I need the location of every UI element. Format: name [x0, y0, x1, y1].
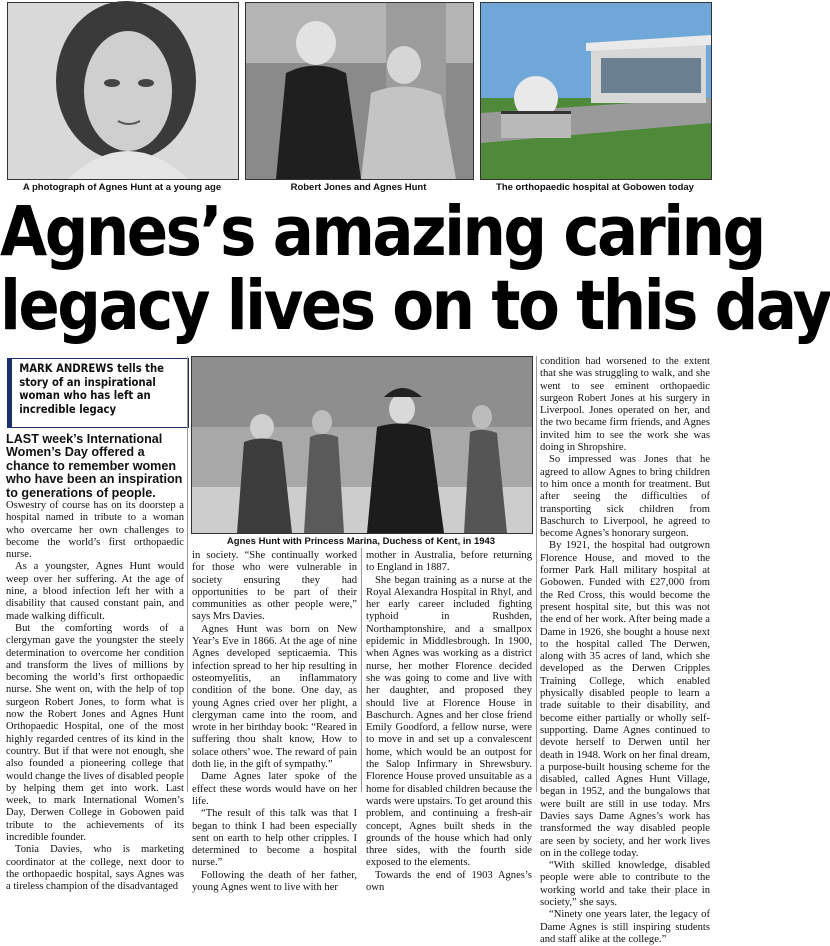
body-paragraph: “Ninety one years later, the legacy of Dame Agnes is still inspiring students and staff alike at the college.” [540, 909, 710, 945]
body-paragraph: Towards the end of 1903 Agnes’s own [366, 869, 532, 894]
body-paragraph: But the comforting words of a clergyman gave the youngster the steely determination to overcome her condition and transform the lives of millions by becoming the world’s first orthopaedic nurse. She went on, with the help of top surgeon Robert Jones, to form what is now the Robert Jones and Agnes Hunt Orthopaedic Hospital, one of the most highly regarded centres of its kind in the country. But if that were not enough, she also founded a pioneering college that would change the lives of disabled people by helping them get into work. Last week, to mark International Women’s Day, Derwen College in Gobowen paid tribute to the achievements of its incredible founder. [6, 622, 184, 844]
body-paragraph: Tonia Davies, who is marketing coordinator at the college, next door to the orthopaedic hospital, says Agnes was a tireless champion of the disadvantaged [6, 844, 184, 893]
caption-hospital: The orthopaedic hospital at Gobowen today [496, 182, 694, 193]
body-paragraph: “The result of this talk was that I began to think I had been especially sent on earth to help other cripples. I determined to become a hospital nurse.” [192, 808, 357, 869]
body-paragraph: Dame Agnes later spoke of the effect these words would have on her life. [192, 771, 357, 807]
body-paragraph: By 1921, the hospital had outgrown Florence House, and moved to the former Park Hall military hospital at Gobowen. Funded with £27,000 from the Red Cross, this would become the present hospital site, but this was not the end of her work. After being made a Dame in 1926, she bought a house next to the hospital called The Derwen, along with 35 acres of land, which she developed as the Derwen Cripples Training College, which enabled physically disabled people to learn a trade suitable to their disability, and become either partially or wholly self-supporting. Dame Agnes continued to devote herself to Derwen until her death in 1948. Work on her final dream, a purpose-built housing scheme for the disabled, called Agnes Hunt Village, began in 1952, and the bungalows that were built are still in use today. Mrs Davies says Dame Agnes’s work has transformed the way disabled people are seen by society, and her work lives on in the college today. [540, 540, 710, 859]
body-paragraph: in society. “She continually worked for those who were vulnerable in society ensuring they had opportunities to be part of their communities as other people were,” says Mrs Davies. [192, 550, 357, 623]
headline-line-1: Agnes’s amazing caring [0, 192, 764, 272]
column-divider [187, 356, 188, 792]
robert-agnes-image [246, 3, 473, 179]
column-divider [361, 548, 362, 792]
body-paragraph: mother in Australia, before returning to England in 1887. [366, 550, 532, 574]
body-paragraph: She began training as a nurse at the Royal Alexandra Hospital in Rhyl, and her early career included fighting typhoid in Rushden, Northamptonshire, and a smallpox epidemic in Middlesbrough. In 1900, when Agnes was working as a district nurse, her mother Florence decided she was going to come and live with her daughter, and proposed they should live at Florence House in Baschurch. Agnes and her close friend Emily Goodford, a fellow nurse, were to move in and set up a convalescent home, which would be an outpost for the Salop Infirmary in Shrewsbury. Florence House proved unsuitable as a home for disabled children because the wards were upstairs. To get around this problem, and continuing a fresh-air concept, Agnes built sheds in the grounds of the house which had only three sides, with the fourth side exposed to the elements. [366, 574, 532, 869]
photo-hospital [480, 2, 712, 180]
photo-robert-agnes [245, 2, 474, 180]
body-column-1 [6, 500, 184, 894]
princess-marina-image [192, 357, 532, 533]
caption-princess-marina: Agnes Hunt with Princess Marina, Duchess of Kent, in 1943 [226, 536, 496, 547]
caption-robert-agnes: Robert Jones and Agnes Hunt [290, 182, 427, 193]
photo-agnes-young [7, 2, 239, 180]
body-paragraph: “With skilled knowledge, disabled people were able to contribute to the working world and take their place in society,” she says. [540, 860, 710, 909]
intro-paragraph: LAST week’s International Women’s Day offered a chance to remember women who have been an inspiration to generations of people. [6, 432, 183, 500]
standfirst-text: MARK ANDREWS tells the story of an inspirational woman who has left an incredible legacy [19, 362, 165, 416]
standfirst-box [7, 358, 189, 428]
body-paragraph: Agnes Hunt was born on New Year’s Eve in 1866. At the age of nine Agnes developed septicaemia. This infection spread to her hip resulting in osteomyelitis, an inflammatory condition of the bone. One day, as young Agnes cried over her plight, a clergyman came into the room, and wrote in her birthday book: “Reared in suffering thou shalt know, How to solace others’ woe. The reward of pain doth lie, in the gift of sympathy.” [192, 623, 357, 771]
body-column-2 [192, 550, 357, 894]
body-column-3 [366, 550, 532, 894]
photo-princess-marina [191, 356, 533, 534]
body-paragraph: condition had worsened to the extent that she was struggling to walk, and she went to see eminent orthopaedic surgeon Robert Jones at his surgery in Liverpool. Jones operated on her, and the two became firm friends, and Agnes invited him to see the work she was doing in Shropshire. [540, 356, 710, 454]
portrait-image [8, 3, 238, 179]
column-divider [536, 356, 537, 792]
body-paragraph: As a youngster, Agnes Hunt would weep over her suffering. At the age of nine, a blood infection left her with a disability that caused constant pain, and made walking difficult. [6, 561, 184, 622]
caption-agnes-young: A photograph of Agnes Hunt at a young age [22, 182, 222, 193]
body-column-4 [540, 356, 710, 946]
body-paragraph: Following the death of her father, young Agnes went to live with her [192, 869, 357, 894]
body-paragraph: Oswestry of course has on its doorstep a hospital named in tribute to a woman who overcame her own challenges to become the world’s first orthopaedic nurse. [6, 500, 184, 561]
body-paragraph: So impressed was Jones that he agreed to allow Agnes to bring children to him once a month for treatment. But after seeing the difficulties of transporting sick children from Baschurch to Liverpool, he agreed to become Agnes’s honorary surgeon. [540, 454, 710, 540]
headline-line-2: legacy lives on to this day [0, 266, 830, 346]
hospital-image [481, 3, 711, 179]
